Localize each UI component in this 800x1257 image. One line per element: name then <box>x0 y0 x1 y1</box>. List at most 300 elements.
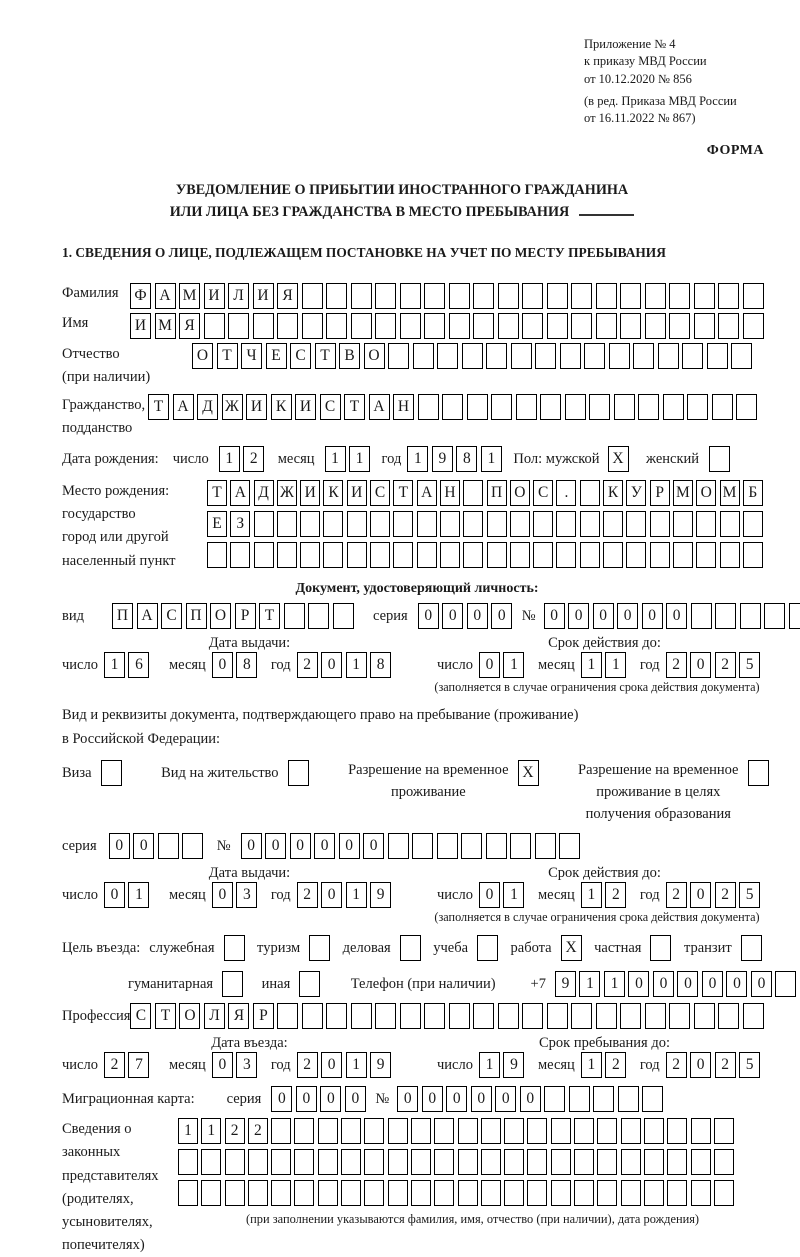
char-box[interactable] <box>207 542 227 568</box>
char-box[interactable] <box>463 511 483 537</box>
char-box[interactable]: А <box>417 480 437 506</box>
char-box[interactable] <box>589 394 610 420</box>
char-box[interactable] <box>556 542 576 568</box>
char-box[interactable]: С <box>320 394 341 420</box>
char-box[interactable] <box>626 511 646 537</box>
char-box[interactable] <box>740 603 761 629</box>
char-box[interactable]: 5 <box>739 1052 760 1078</box>
char-box[interactable] <box>375 283 396 309</box>
char-box[interactable] <box>294 1149 314 1175</box>
char-box[interactable]: 0 <box>363 833 384 859</box>
char-box[interactable]: Т <box>148 394 169 420</box>
char-box[interactable] <box>449 283 470 309</box>
char-box[interactable] <box>748 760 769 786</box>
char-box[interactable] <box>504 1149 524 1175</box>
char-box[interactable]: 0 <box>109 833 130 859</box>
char-box[interactable] <box>620 313 641 339</box>
char-box[interactable]: 2 <box>666 1052 687 1078</box>
char-box[interactable]: А <box>137 603 158 629</box>
char-box[interactable] <box>498 283 519 309</box>
char-box[interactable]: С <box>290 343 311 369</box>
char-box[interactable]: И <box>300 480 320 506</box>
char-box[interactable]: М <box>179 283 200 309</box>
char-box[interactable] <box>182 833 203 859</box>
char-box[interactable]: Т <box>155 1003 176 1029</box>
char-box[interactable]: 0 <box>265 833 286 859</box>
char-box[interactable]: X <box>518 760 539 786</box>
char-box[interactable] <box>621 1149 641 1175</box>
char-box[interactable] <box>248 1149 268 1175</box>
char-box[interactable]: 2 <box>666 882 687 908</box>
char-box[interactable]: А <box>155 283 176 309</box>
char-box[interactable]: Я <box>228 1003 249 1029</box>
char-box[interactable]: И <box>246 394 267 420</box>
char-box[interactable] <box>574 1180 594 1206</box>
char-box[interactable]: 1 <box>178 1118 198 1144</box>
char-box[interactable]: 0 <box>339 833 360 859</box>
char-box[interactable] <box>720 542 740 568</box>
char-box[interactable]: С <box>130 1003 151 1029</box>
char-box[interactable]: 5 <box>739 882 760 908</box>
char-box[interactable] <box>718 313 739 339</box>
char-box[interactable] <box>667 1118 687 1144</box>
char-box[interactable] <box>254 542 274 568</box>
char-box[interactable]: Т <box>207 480 227 506</box>
char-box[interactable]: 0 <box>212 882 233 908</box>
char-box[interactable] <box>743 542 763 568</box>
char-box[interactable]: 2 <box>104 1052 125 1078</box>
char-box[interactable] <box>621 1180 641 1206</box>
char-box[interactable] <box>533 542 553 568</box>
char-box[interactable] <box>417 511 437 537</box>
char-box[interactable] <box>718 283 739 309</box>
char-box[interactable] <box>341 1149 361 1175</box>
char-box[interactable]: 8 <box>456 446 477 472</box>
char-box[interactable]: 0 <box>467 603 488 629</box>
char-box[interactable] <box>449 313 470 339</box>
char-box[interactable] <box>370 542 390 568</box>
char-box[interactable]: М <box>673 480 693 506</box>
char-box[interactable] <box>418 394 439 420</box>
char-box[interactable] <box>764 603 785 629</box>
char-box[interactable]: Д <box>254 480 274 506</box>
char-box[interactable]: О <box>179 1003 200 1029</box>
char-box[interactable] <box>351 313 372 339</box>
char-box[interactable] <box>569 1086 590 1112</box>
char-box[interactable] <box>347 511 367 537</box>
char-box[interactable] <box>596 1003 617 1029</box>
char-box[interactable]: П <box>186 603 207 629</box>
char-box[interactable] <box>580 480 600 506</box>
char-box[interactable] <box>603 511 623 537</box>
char-box[interactable] <box>596 313 617 339</box>
char-box[interactable] <box>789 603 800 629</box>
char-box[interactable]: 0 <box>726 971 747 997</box>
char-box[interactable]: 0 <box>677 971 698 997</box>
char-box[interactable]: 0 <box>290 833 311 859</box>
char-box[interactable]: 0 <box>345 1086 366 1112</box>
char-box[interactable] <box>584 343 605 369</box>
char-box[interactable] <box>743 1003 764 1029</box>
char-box[interactable] <box>691 1118 711 1144</box>
char-box[interactable] <box>691 603 712 629</box>
char-box[interactable]: 2 <box>605 882 626 908</box>
char-box[interactable] <box>434 1149 454 1175</box>
char-box[interactable] <box>440 511 460 537</box>
char-box[interactable] <box>326 313 347 339</box>
char-box[interactable]: 1 <box>104 652 125 678</box>
char-box[interactable] <box>633 343 654 369</box>
char-box[interactable]: 0 <box>471 1086 492 1112</box>
char-box[interactable] <box>288 760 309 786</box>
char-box[interactable]: 0 <box>568 603 589 629</box>
char-box[interactable]: 8 <box>236 652 257 678</box>
char-box[interactable] <box>516 394 537 420</box>
char-box[interactable] <box>712 394 733 420</box>
char-box[interactable] <box>467 394 488 420</box>
char-box[interactable] <box>709 446 730 472</box>
char-box[interactable] <box>743 283 764 309</box>
char-box[interactable] <box>650 511 670 537</box>
char-box[interactable]: Е <box>207 511 227 537</box>
char-box[interactable]: Н <box>393 394 414 420</box>
char-box[interactable]: С <box>370 480 390 506</box>
char-box[interactable]: К <box>603 480 623 506</box>
char-box[interactable] <box>645 1003 666 1029</box>
char-box[interactable]: 0 <box>321 882 342 908</box>
char-box[interactable]: 9 <box>432 446 453 472</box>
char-box[interactable]: С <box>161 603 182 629</box>
char-box[interactable]: 1 <box>346 1052 367 1078</box>
char-box[interactable] <box>491 394 512 420</box>
char-box[interactable] <box>481 1118 501 1144</box>
char-box[interactable]: Е <box>266 343 287 369</box>
char-box[interactable] <box>400 313 421 339</box>
char-box[interactable]: А <box>173 394 194 420</box>
char-box[interactable] <box>596 283 617 309</box>
char-box[interactable] <box>158 833 179 859</box>
char-box[interactable] <box>424 1003 445 1029</box>
char-box[interactable]: 0 <box>690 652 711 678</box>
char-box[interactable]: 0 <box>321 1052 342 1078</box>
char-box[interactable] <box>388 1118 408 1144</box>
char-box[interactable] <box>540 394 561 420</box>
char-box[interactable] <box>318 1118 338 1144</box>
char-box[interactable] <box>341 1180 361 1206</box>
char-box[interactable] <box>294 1118 314 1144</box>
char-box[interactable] <box>547 283 568 309</box>
char-box[interactable] <box>461 833 482 859</box>
char-box[interactable] <box>370 511 390 537</box>
char-box[interactable]: 0 <box>271 1086 292 1112</box>
char-box[interactable]: 0 <box>544 603 565 629</box>
char-box[interactable] <box>253 313 274 339</box>
char-box[interactable]: 0 <box>520 1086 541 1112</box>
char-box[interactable]: 2 <box>297 882 318 908</box>
char-box[interactable]: 2 <box>715 652 736 678</box>
char-box[interactable] <box>551 1149 571 1175</box>
char-box[interactable] <box>458 1180 478 1206</box>
char-box[interactable] <box>393 542 413 568</box>
char-box[interactable]: 0 <box>628 971 649 997</box>
char-box[interactable]: А <box>230 480 250 506</box>
char-box[interactable]: 0 <box>491 603 512 629</box>
char-box[interactable] <box>473 313 494 339</box>
char-box[interactable] <box>326 1003 347 1029</box>
char-box[interactable]: Т <box>344 394 365 420</box>
char-box[interactable] <box>743 313 764 339</box>
char-box[interactable]: 0 <box>495 1086 516 1112</box>
char-box[interactable] <box>364 1149 384 1175</box>
char-box[interactable]: X <box>561 935 582 961</box>
char-box[interactable]: П <box>112 603 133 629</box>
char-box[interactable]: 0 <box>690 1052 711 1078</box>
char-box[interactable] <box>687 394 708 420</box>
char-box[interactable] <box>225 1180 245 1206</box>
char-box[interactable] <box>510 833 531 859</box>
char-box[interactable]: Б <box>743 480 763 506</box>
char-box[interactable] <box>437 833 458 859</box>
char-box[interactable]: П <box>487 480 507 506</box>
char-box[interactable] <box>650 935 671 961</box>
char-box[interactable]: 0 <box>479 882 500 908</box>
char-box[interactable] <box>603 542 623 568</box>
char-box[interactable]: 1 <box>349 446 370 472</box>
char-box[interactable] <box>574 1118 594 1144</box>
char-box[interactable]: М <box>720 480 740 506</box>
char-box[interactable]: К <box>323 480 343 506</box>
char-box[interactable] <box>694 313 715 339</box>
char-box[interactable]: О <box>510 480 530 506</box>
char-box[interactable] <box>731 343 752 369</box>
char-box[interactable]: О <box>364 343 385 369</box>
char-box[interactable] <box>309 935 330 961</box>
char-box[interactable]: У <box>626 480 646 506</box>
char-box[interactable] <box>323 511 343 537</box>
char-box[interactable] <box>511 343 532 369</box>
char-box[interactable] <box>547 1003 568 1029</box>
char-box[interactable] <box>277 1003 298 1029</box>
char-box[interactable] <box>473 1003 494 1029</box>
char-box[interactable]: 6 <box>128 652 149 678</box>
char-box[interactable] <box>694 283 715 309</box>
char-box[interactable]: 1 <box>579 971 600 997</box>
char-box[interactable]: Т <box>315 343 336 369</box>
char-box[interactable] <box>696 542 716 568</box>
char-box[interactable]: 0 <box>751 971 772 997</box>
char-box[interactable] <box>714 1180 734 1206</box>
char-box[interactable] <box>551 1180 571 1206</box>
char-box[interactable] <box>571 313 592 339</box>
char-box[interactable]: 7 <box>128 1052 149 1078</box>
char-box[interactable] <box>375 313 396 339</box>
char-box[interactable]: И <box>130 313 151 339</box>
char-box[interactable]: В <box>339 343 360 369</box>
char-box[interactable] <box>527 1149 547 1175</box>
char-box[interactable] <box>284 603 305 629</box>
char-box[interactable]: . <box>556 480 576 506</box>
char-box[interactable] <box>230 542 250 568</box>
char-box[interactable]: И <box>347 480 367 506</box>
char-box[interactable]: З <box>230 511 250 537</box>
char-box[interactable] <box>644 1180 664 1206</box>
char-box[interactable] <box>707 343 728 369</box>
char-box[interactable]: А <box>369 394 390 420</box>
char-box[interactable]: Ч <box>241 343 262 369</box>
char-box[interactable]: И <box>204 283 225 309</box>
char-box[interactable] <box>277 542 297 568</box>
char-box[interactable] <box>364 1118 384 1144</box>
char-box[interactable]: И <box>295 394 316 420</box>
char-box[interactable] <box>248 1180 268 1206</box>
char-box[interactable] <box>720 511 740 537</box>
char-box[interactable]: 0 <box>241 833 262 859</box>
char-box[interactable]: 2 <box>248 1118 268 1144</box>
char-box[interactable]: 0 <box>442 603 463 629</box>
char-box[interactable]: 3 <box>236 882 257 908</box>
char-box[interactable] <box>486 833 507 859</box>
char-box[interactable] <box>277 313 298 339</box>
char-box[interactable]: 0 <box>397 1086 418 1112</box>
char-box[interactable] <box>326 283 347 309</box>
char-box[interactable] <box>498 313 519 339</box>
char-box[interactable]: 1 <box>346 652 367 678</box>
char-box[interactable]: Ж <box>277 480 297 506</box>
char-box[interactable]: 0 <box>690 882 711 908</box>
char-box[interactable]: 5 <box>739 652 760 678</box>
char-box[interactable] <box>178 1149 198 1175</box>
char-box[interactable]: 0 <box>479 652 500 678</box>
char-box[interactable]: 0 <box>321 652 342 678</box>
char-box[interactable] <box>449 1003 470 1029</box>
char-box[interactable] <box>271 1180 291 1206</box>
char-box[interactable] <box>527 1118 547 1144</box>
char-box[interactable] <box>473 283 494 309</box>
char-box[interactable] <box>669 1003 690 1029</box>
char-box[interactable] <box>696 511 716 537</box>
char-box[interactable]: 0 <box>212 652 233 678</box>
char-box[interactable] <box>462 343 483 369</box>
char-box[interactable]: 0 <box>702 971 723 997</box>
char-box[interactable] <box>277 511 297 537</box>
char-box[interactable]: 8 <box>370 652 391 678</box>
char-box[interactable] <box>510 542 530 568</box>
char-box[interactable] <box>522 1003 543 1029</box>
char-box[interactable] <box>318 1149 338 1175</box>
char-box[interactable] <box>487 511 507 537</box>
char-box[interactable] <box>663 394 684 420</box>
char-box[interactable]: 1 <box>201 1118 221 1144</box>
char-box[interactable] <box>434 1180 454 1206</box>
char-box[interactable] <box>691 1149 711 1175</box>
char-box[interactable]: 2 <box>297 652 318 678</box>
char-box[interactable] <box>560 343 581 369</box>
char-box[interactable] <box>694 1003 715 1029</box>
char-box[interactable] <box>341 1118 361 1144</box>
char-box[interactable] <box>487 542 507 568</box>
char-box[interactable]: О <box>192 343 213 369</box>
char-box[interactable] <box>477 935 498 961</box>
char-box[interactable] <box>411 1180 431 1206</box>
char-box[interactable]: 1 <box>479 1052 500 1078</box>
char-box[interactable]: Л <box>228 283 249 309</box>
char-box[interactable] <box>486 343 507 369</box>
char-box[interactable]: 0 <box>320 1086 341 1112</box>
char-box[interactable]: 1 <box>128 882 149 908</box>
char-box[interactable] <box>522 313 543 339</box>
char-box[interactable]: Т <box>259 603 280 629</box>
char-box[interactable] <box>347 542 367 568</box>
char-box[interactable] <box>400 935 421 961</box>
char-box[interactable] <box>669 313 690 339</box>
char-box[interactable]: X <box>608 446 629 472</box>
char-box[interactable]: М <box>155 313 176 339</box>
char-box[interactable] <box>412 833 433 859</box>
char-box[interactable] <box>299 971 320 997</box>
char-box[interactable]: 2 <box>666 652 687 678</box>
char-box[interactable]: 2 <box>297 1052 318 1078</box>
char-box[interactable] <box>504 1118 524 1144</box>
char-box[interactable] <box>222 971 243 997</box>
char-box[interactable] <box>411 1149 431 1175</box>
char-box[interactable]: 1 <box>604 971 625 997</box>
char-box[interactable] <box>388 1180 408 1206</box>
char-box[interactable] <box>271 1118 291 1144</box>
char-box[interactable] <box>375 1003 396 1029</box>
char-box[interactable]: 9 <box>370 882 391 908</box>
char-box[interactable]: Р <box>235 603 256 629</box>
char-box[interactable] <box>522 283 543 309</box>
char-box[interactable] <box>294 1180 314 1206</box>
char-box[interactable]: Д <box>197 394 218 420</box>
char-box[interactable] <box>714 1118 734 1144</box>
char-box[interactable]: 0 <box>133 833 154 859</box>
char-box[interactable]: 1 <box>407 446 428 472</box>
char-box[interactable]: 0 <box>314 833 335 859</box>
char-box[interactable]: 1 <box>346 882 367 908</box>
char-box[interactable] <box>621 1118 641 1144</box>
char-box[interactable]: 2 <box>715 1052 736 1078</box>
char-box[interactable] <box>775 971 796 997</box>
char-box[interactable] <box>504 1180 524 1206</box>
char-box[interactable]: 9 <box>555 971 576 997</box>
char-box[interactable]: 1 <box>581 652 602 678</box>
char-box[interactable] <box>614 394 635 420</box>
char-box[interactable] <box>351 1003 372 1029</box>
char-box[interactable]: 0 <box>617 603 638 629</box>
char-box[interactable] <box>318 1180 338 1206</box>
char-box[interactable] <box>302 283 323 309</box>
char-box[interactable] <box>393 511 413 537</box>
char-box[interactable] <box>463 480 483 506</box>
char-box[interactable] <box>626 542 646 568</box>
char-box[interactable] <box>645 313 666 339</box>
char-box[interactable] <box>574 1149 594 1175</box>
char-box[interactable] <box>691 1180 711 1206</box>
char-box[interactable] <box>593 1086 614 1112</box>
char-box[interactable]: 1 <box>581 882 602 908</box>
char-box[interactable]: К <box>271 394 292 420</box>
char-box[interactable] <box>682 343 703 369</box>
char-box[interactable] <box>715 603 736 629</box>
char-box[interactable] <box>481 1149 501 1175</box>
char-box[interactable] <box>424 313 445 339</box>
char-box[interactable]: О <box>696 480 716 506</box>
char-box[interactable] <box>571 283 592 309</box>
char-box[interactable] <box>413 343 434 369</box>
char-box[interactable]: Р <box>650 480 670 506</box>
char-box[interactable]: 0 <box>104 882 125 908</box>
